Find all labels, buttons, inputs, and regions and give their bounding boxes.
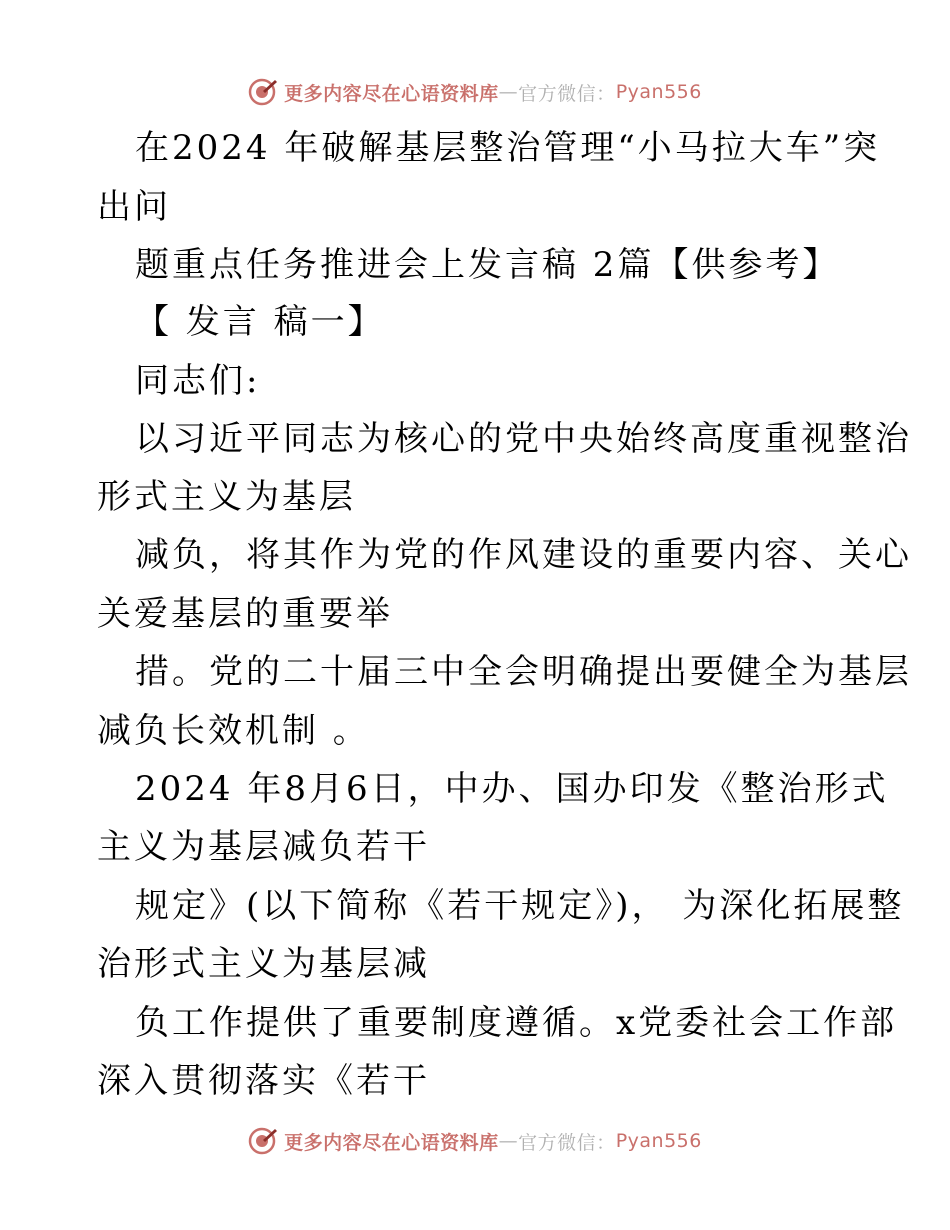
paragraph-line: 措。党的二十届三中全会明确提出要健全为基层 <box>135 652 912 692</box>
paragraph-line: 关爱基层的重要举 <box>97 594 393 634</box>
watermark-sub-text: 官方微信： <box>518 82 616 105</box>
pen-logo-icon <box>248 1126 278 1156</box>
watermark-dash: — <box>498 1130 519 1152</box>
watermark-wechat-id: Pyan556 <box>615 1130 702 1152</box>
paragraph-line: 减负长效机制 。 <box>97 711 370 751</box>
section-heading: 【 发言 稿一】 <box>135 302 385 342</box>
paragraph-line: 深入贯彻落实《若干 <box>97 1061 430 1101</box>
title-line-2: 出问 <box>97 187 171 227</box>
paragraph-line: 2024 年8月6日，中办、国办印发《整治形式 <box>135 769 889 809</box>
watermark-main-text: 更多内容尽在心语资料库 <box>284 1131 499 1154</box>
salutation: 同志们: <box>135 361 261 401</box>
watermark-main-text: 更多内容尽在心语资料库 <box>284 82 499 105</box>
header-watermark <box>0 72 950 112</box>
paragraph-line: 主义为基层减负若干 <box>97 827 430 867</box>
paragraph-line: 负工作提供了重要制度遵循。x党委社会工作部 <box>135 1003 898 1043</box>
watermark-dash: — <box>498 81 519 103</box>
title-line-1: 在2024 年破解基层整治管理“小马拉大车”突 <box>135 128 881 168</box>
title-line-3: 题重点任务推进会上发言稿 2篇【供参考】 <box>135 245 840 285</box>
paragraph-line: 减负，将其作为党的作风建设的重要内容、关心 <box>135 535 912 575</box>
watermark-wechat-id: Pyan556 <box>615 81 702 103</box>
paragraph-line: 形式主义为基层 <box>97 477 356 517</box>
footer-watermark <box>0 1121 950 1161</box>
paragraph-line: 以习近平同志为核心的党中央始终高度重视整治 <box>135 419 912 459</box>
watermark-sub-text: 官方微信： <box>518 1131 616 1154</box>
paragraph-line: 规定》(以下简称《若干规定》)， 为深化拓展整 <box>135 886 905 926</box>
paragraph-line: 治形式主义为基层减 <box>97 944 430 984</box>
pen-logo-icon <box>248 77 278 107</box>
